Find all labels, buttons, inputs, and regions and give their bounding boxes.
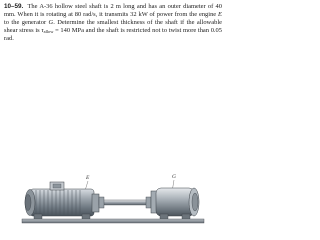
problem-text-3: . Determine the smallest thickness of the shaft if the allowable shear stress is xyxy=(4,19,222,35)
figure-generator-label: G xyxy=(172,174,176,180)
problem-text-4: = 140 MPa and the shaft is restricted not to twist more than 0.05 rad. xyxy=(4,27,222,43)
figure-engine-label: E xyxy=(86,175,90,181)
hollow-shaft xyxy=(99,197,151,208)
problem-engine-label: E xyxy=(218,11,222,19)
problem-text-2: to the generator xyxy=(4,19,49,27)
engine-body xyxy=(25,182,99,220)
generator-body xyxy=(151,188,199,220)
tau-symbol: τ xyxy=(41,27,44,35)
problem-generator-label: G xyxy=(48,19,54,27)
problem-text-1: The A-36 hollow steel shaft is 2 m long and has an outer diameter of 40 mm. When it is rotating at 80 rad/s, it transmits 32 kW of power from the engine xyxy=(4,3,222,19)
problem-statement xyxy=(4,3,222,43)
engine-generator-figure xyxy=(0,90,228,225)
tau-subscript: allow xyxy=(43,29,54,35)
base-plate xyxy=(22,219,204,223)
problem-number: 10–59. xyxy=(4,3,24,10)
